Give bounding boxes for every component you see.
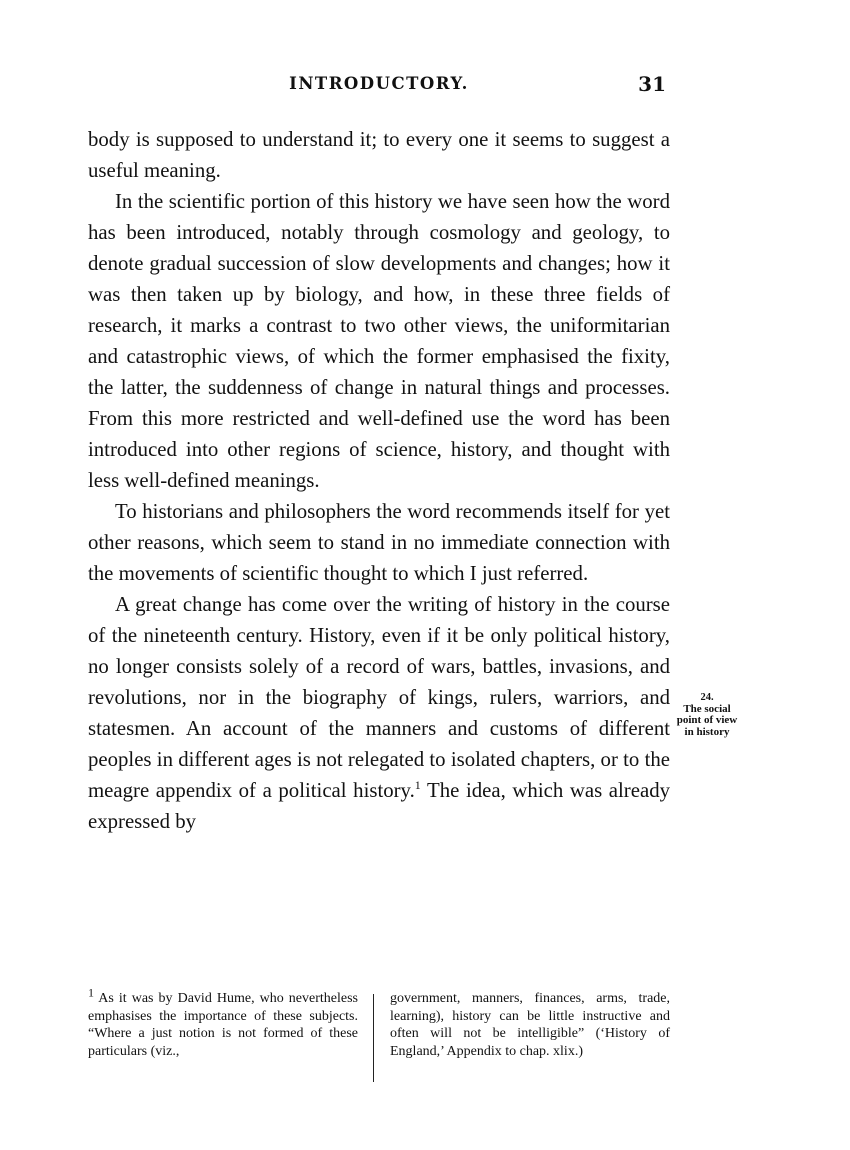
paragraph-4-tail: The idea, which was already expressed by: [88, 779, 670, 833]
marginal-note: [672, 692, 742, 738]
paragraph-1: body is supposed to understand it; to every one it seems to suggest a useful meaning.: [88, 128, 670, 182]
marginal-note-text: The social point of view in history: [676, 702, 738, 738]
running-header: [88, 74, 670, 102]
footnote-right-column: [390, 990, 670, 1060]
marginal-note-number: 24.: [700, 692, 714, 703]
footnote-reference: 1: [414, 778, 421, 793]
running-title: INTRODUCTORY.: [289, 74, 469, 93]
paragraph-4-text: A great change has come over the writing of history in the course of the nineteenth century. History, even if it be only political history, no longer consists solely of a record of wars, battles, invasions, and revolutions, nor in the biography of kings, rulers, warriors, and statesmen. An account of the manners and customs of different peoples in different ages is not relegated to isolated chapters, or to the meagre appendix of a political history.: [88, 593, 670, 802]
footnote-marker: 1: [88, 985, 94, 1000]
footnote-right-text: government, manners, finances, arms, trade, learning), history can be little instructive and often will not be intelligible” (‘History of England,’ Appendix to chap. xlix.): [390, 991, 670, 1059]
page-number: 31: [638, 72, 666, 96]
paragraph-4: [88, 589, 670, 837]
footnote-left-text: As it was by David Hume, who nevertheless emphasises the importance of these subjects. “Where a just notion is not formed of these particulars (viz.,: [88, 991, 358, 1059]
main-text: [88, 124, 670, 837]
paragraph-2: In the scientific portion of this history we have seen how the word has been introduced, notably through cosmology and geology, to denote gradual succession of slow developments and changes; how it was then taken up by biology, and how, in these three fields of research, it marks a contrast to two other views, the uniformitarian and catastrophic views, of which the former emphasised the fixity, the latter, the suddenness of change in natural things and processes. From this more restricted and well-defined use the word has been introduced into other regions of science, history, and thought with less well-defined meanings.: [88, 190, 670, 492]
paragraph-3: To historians and philosophers the word recommends itself for yet other reasons, which seem to stand in no immediate connection with the movements of scientific thought to which I just referred.: [88, 500, 670, 585]
footnote-left-column: [88, 985, 358, 1060]
footnote-column-divider: [373, 994, 374, 1082]
